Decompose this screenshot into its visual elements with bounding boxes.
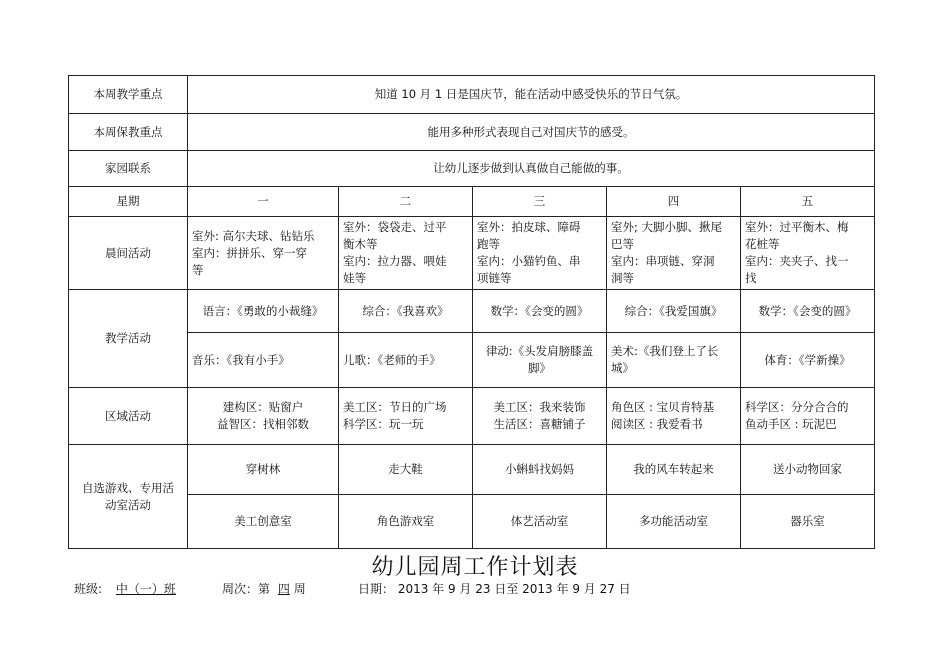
teaching-cell [188,290,339,333]
label-free-play [69,445,188,549]
label-care-focus: 本周保教重点 [69,114,188,151]
label-home-school: 家园联系 [69,151,188,187]
label-teaching-focus: 本周教学重点 [69,76,188,114]
free-play-cell: 穿树林 [188,445,339,495]
cell-text-line: 跑等 [477,237,500,251]
teaching-cell [473,290,607,333]
cell-text-line: 花桩等 [745,237,780,251]
content-teaching-focus: 知道 10 月 1 日是国庆节，能在活动中感受快乐的节日气氛。 [188,76,875,114]
cell-text-line: 室内：夹夹子、找一 [745,254,849,268]
week-label: 周次：第 [222,582,271,596]
cell-text-line: 找 [745,271,757,285]
cell-text-line: 室内：拼拼乐、穿一穿 [192,245,307,260]
cell-text-line: 巴等 [611,237,634,251]
teaching-cell [741,333,875,388]
cell-text-line: 室内：串项链、穿洞 [611,254,715,268]
label-morning: 晨间活动 [69,217,188,290]
free-play-cell: 送小动物回家 [741,445,875,495]
cell-text-line: 综合：《我喜欢》 [362,303,449,318]
activity-room-cell: 体艺活动室 [473,495,607,549]
day-4: 四 [607,187,741,217]
content-care-focus: 能用多种形式表现自己对国庆节的感受。 [188,114,875,151]
cell-text-line: 项链等 [477,271,512,285]
date-range: 日期： 2013 年 9 月 23 日至 2013 年 9 月 27 日 [358,582,631,596]
day-5: 五 [741,187,875,217]
teaching-cell [339,290,473,333]
morning-cell [339,217,473,290]
cell-text-line: 洞等 [611,271,634,285]
cell-text-line: 室外：过平衡木、梅 [745,220,849,234]
day-2: 二 [339,187,473,217]
cell-text-line: 鱼动手区 : 玩泥巴 [745,417,837,431]
morning-cell [188,217,339,290]
week-info [222,580,306,597]
day-3: 三 [473,187,607,217]
free-play-cell: 走大鞋 [339,445,473,495]
cell-text-line: 美工区：节日的广场 [343,400,447,414]
teaching-cell [607,290,741,333]
cell-text-line: 脚》 [528,361,551,375]
row-free-play-1 [69,445,875,495]
week-suffix: 周 [293,582,306,596]
area-cell [473,388,607,445]
content-home-school: 让幼儿逐步做到认真做自己能做的事。 [188,151,875,187]
row-area [69,388,875,445]
label-teaching: 教学活动 [69,290,188,388]
activity-room-cell: 美工创意室 [188,495,339,549]
cell-text-line: 数学：《会变的圆》 [758,303,857,318]
area-cell [741,388,875,445]
teaching-cell [607,333,741,388]
document-title: 幼儿园周工作计划表 [371,555,579,580]
class-label: 班级: [74,582,103,596]
cell-text-line: 美工区：我来装饰 [493,400,586,414]
cell-text-line: 美术:《我们登上了长 [611,344,719,358]
teaching-cell [188,333,339,388]
activity-room-cell: 角色游戏室 [339,495,473,549]
teaching-cell [741,290,875,333]
morning-cell [741,217,875,290]
cell-text-line: 科学区：分分合合的 [745,400,849,414]
label-area: 区域活动 [69,388,188,445]
row-weekdays [69,187,875,217]
cell-text-line: 数学：《会变的圆》 [490,303,589,318]
activity-room-cell: 器乐室 [741,495,875,549]
cell-text-line: 室外：拍皮球、障碍 [477,220,581,234]
row-teaching-2 [69,333,875,388]
cell-text-line: 阅读区 : 我爱看书 [611,417,703,431]
morning-cell [473,217,607,290]
cell-text-line: 室外; 大脚小脚、揪尾 [611,220,723,234]
row-home-school [69,151,875,187]
cell-text-line: 建构区：贴窗户 [222,400,304,414]
cell-text-line: 室外：袋袋走、过平 [343,220,447,234]
row-teaching-1 [69,290,875,333]
teaching-cell [473,333,607,388]
cell-text-line: 综合：《我爱国旗》 [624,303,723,318]
cell-text-line: 等 [192,262,204,277]
free-play-cell: 小蝌蚪找妈妈 [473,445,607,495]
cell-text-line: 生活区：喜糖铺子 [493,417,586,431]
cell-text-line: 体育：《学新操》 [764,352,851,367]
activity-room-cell: 多功能活动室 [607,495,741,549]
cell-text-line: 室内：拉力器、喂娃 [343,254,447,268]
row-care-focus [69,114,875,151]
row-morning [69,217,875,290]
class-info [74,580,176,597]
cell-text-line: 衡木等 [343,237,378,251]
cell-text-line: 娃等 [343,271,366,285]
day-1: 一 [188,187,339,217]
cell-text-line: 益智区：找相邻数 [217,417,309,431]
area-cell [188,388,339,445]
cell-text-line: 城》 [611,361,634,375]
row-teaching-focus [69,76,875,114]
cell-text-line: 科学区：玩一玩 [343,417,424,431]
row-free-play-2 [69,495,875,549]
cell-text-line: 动室活动 [105,497,151,512]
label-weekdays: 星期 [69,187,188,217]
cell-text-line: 儿歌：《老师的手》 [343,352,441,367]
weekly-plan-table [68,75,875,549]
week-value: 四 [277,582,290,596]
morning-cell [607,217,741,290]
free-play-cell: 我的风车转起来 [607,445,741,495]
area-cell [607,388,741,445]
cell-text-line: 角色区 : 宝贝肯特基 [611,400,715,414]
area-cell [339,388,473,445]
cell-text-line: 室内：小猫钓鱼、串 [477,254,581,268]
cell-text-line: 律动:《头发肩膀膝盖 [485,344,594,358]
cell-text-line: 语言：《勇敢的小裁缝》 [202,303,324,318]
cell-text-line: 音乐：《我有小手》 [192,352,290,367]
class-value: 中（一）班 [115,582,176,596]
teaching-cell [339,333,473,388]
cell-text-line: 室外: 高尔夫球、钻钻乐 [192,228,315,243]
cell-text-line: 自选游戏、专用活 [82,480,174,495]
